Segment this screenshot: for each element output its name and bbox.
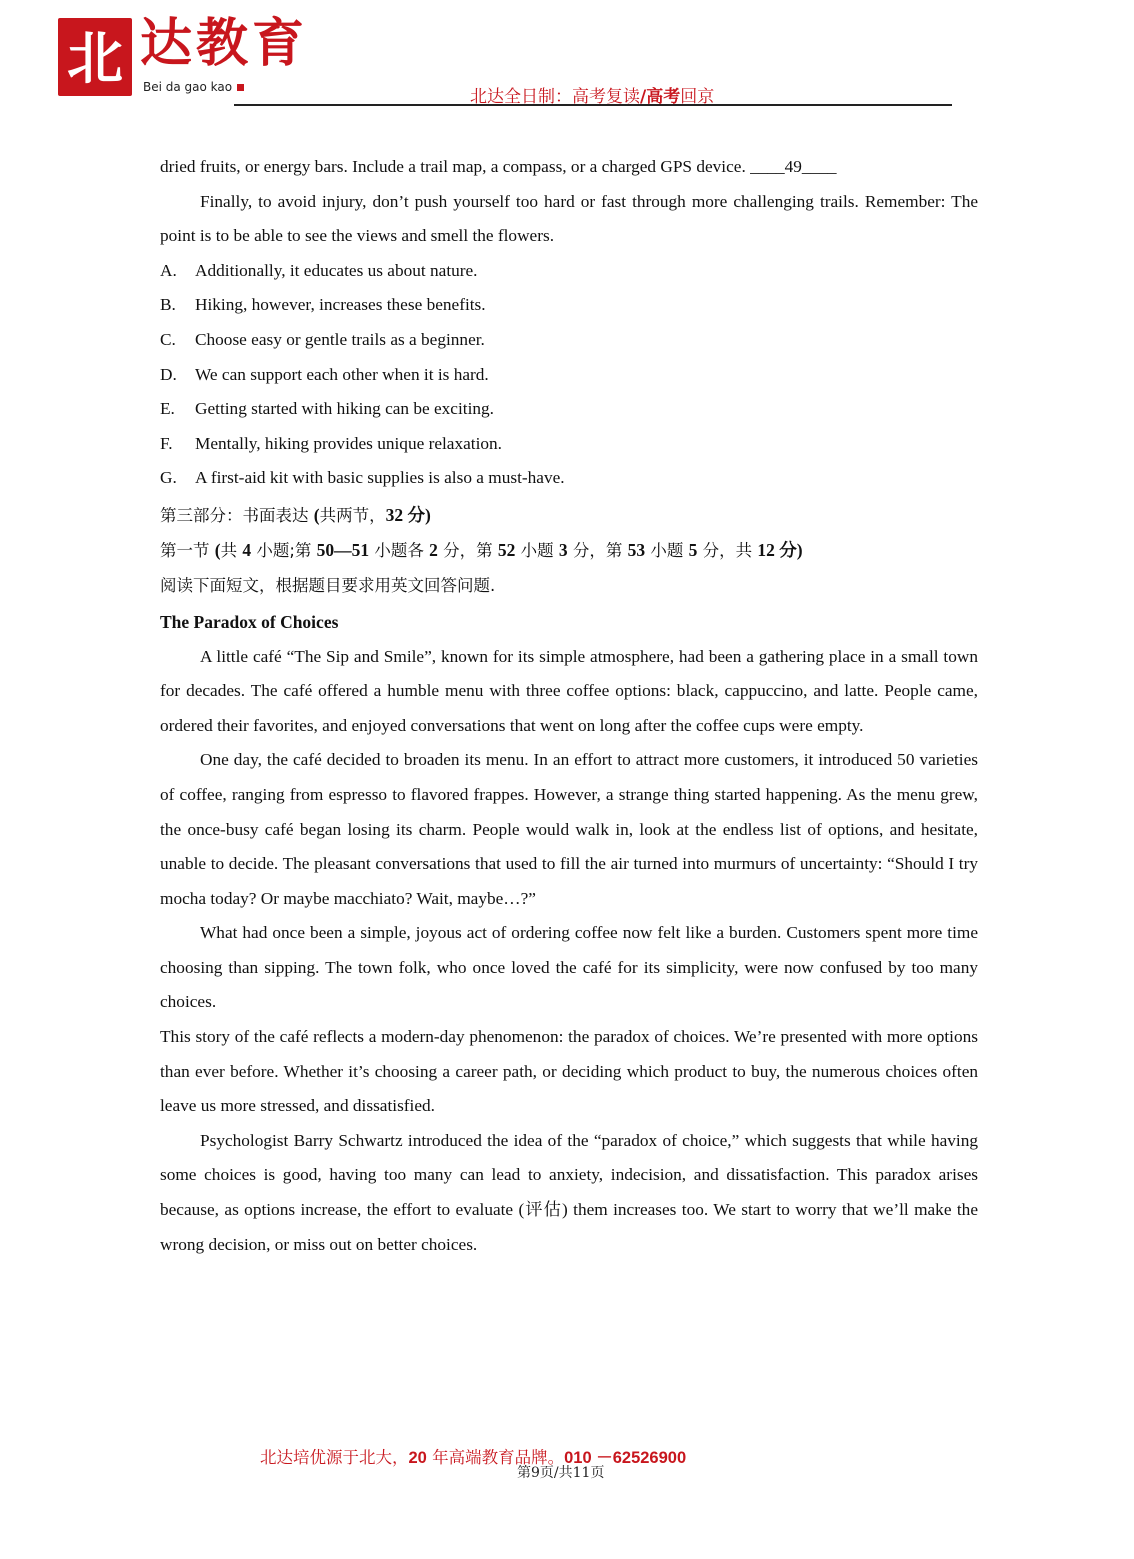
article-paragraph: Psychologist Barry Schwartz introduced the idea of the “paradox of choice,” which suggests that while having some choices is good, having too many can lead to anxiety, indecision, and dissatisfaction. This paradox arises because, as options increase, the effort to evaluate (评估) them increases too. We start to worry that we’ll make the wrong decision, or miss out on better choices.: [160, 1130, 978, 1254]
subsection-text: 小题: [515, 540, 559, 560]
option-text: Getting started with hiking can be exciting.: [195, 399, 494, 419]
option-text: A first-aid kit with basic supplies is also a must-have.: [195, 468, 565, 488]
article-paragraph: One day, the café decided to broaden its menu. In an effort to attract more customers, it introduced 50 varieties of coffee, ranging from espresso to flavored frappes. However, a strange thing started happening. As the menu grew, the once-busy café began losing its charm. People would walk in, look at the endless list of options, and hesitate, unable to decide. The pleasant conversations that used to fill the air turned into murmurs of uncertainty: “Should I try mocha today? Or maybe macchiato? Wait, maybe…?”: [160, 750, 978, 908]
option-item: [160, 288, 978, 323]
option-text: Hiking, however, increases these benefits.: [195, 295, 486, 315]
passage-paragraph: Finally, to avoid injury, don’t push yourself too hard or fast through more challenging trails. Remember: The point is to be able to see the views and smell the flowers.: [160, 191, 978, 246]
option-text: We can support each other when it is hard.: [195, 364, 489, 384]
subsection-text: 分，第: [437, 540, 498, 560]
logo-glyph: 北: [67, 26, 123, 92]
footer-text: 年高端教育品牌。: [426, 1448, 565, 1467]
subsection-num: 52: [497, 539, 516, 560]
page-number: 第9页/共11页: [517, 1465, 605, 1481]
tagline-suffix: 回京: [680, 87, 715, 107]
subsection-heading: [160, 535, 978, 566]
footer-text: 北达培优源于北大，: [260, 1448, 409, 1467]
subsection-num: 53: [627, 539, 646, 560]
subsection-text: 小题;第: [251, 540, 317, 560]
subsection-num: 3: [558, 539, 568, 560]
option-item: [160, 358, 978, 393]
logo-mark: [58, 18, 132, 96]
subsection-num: 分): [774, 539, 803, 560]
logo-brush-icon: [58, 18, 132, 96]
brand-name: 达教育: [140, 13, 309, 74]
footer-phone: 010 －62526900: [564, 1449, 687, 1467]
instruction-text: 阅读下面短文，根据题目要求用英文回答问题.: [160, 575, 496, 595]
section-heading-paren: (: [313, 504, 320, 525]
option-letter: A.: [160, 260, 177, 280]
tagline-bold: /高考: [640, 87, 681, 107]
subsection-text: 分，第: [567, 540, 628, 560]
article-paragraph: A little café “The Sip and Smile”, known for its simple atmosphere, had been a gathering place in a small town for decades. The café offered a humble menu with three coffee options: black, cappuccino, and latte. People came, ordered their favorites, and enjoyed conversations that went on long after the coffee cups were empty.: [160, 646, 978, 735]
option-item: [160, 392, 978, 427]
option-text: Additionally, it educates us about nature.: [195, 260, 478, 280]
option-item: [160, 427, 978, 462]
option-letter: F.: [160, 433, 173, 453]
article-title: The Paradox of Choices: [160, 611, 339, 632]
subsection-text: 共: [220, 540, 243, 560]
section-heading-text: 共两节，: [319, 505, 386, 525]
subsection-num: 12: [757, 539, 775, 560]
subsection-text: 分，共: [697, 540, 758, 560]
subsection-num: 5: [688, 539, 698, 560]
brand-pinyin: [143, 80, 244, 94]
footer-number: 20: [408, 1449, 427, 1467]
article-paragraph: What had once been a simple, joyous act of ordering coffee now felt like a burden. Customers spent more time choosing than sipping. The town folk, who once loved the café for its simplicity, were now confused by too many choices.: [160, 923, 978, 1012]
passage-line-49: dried fruits, or energy bars. Include a trail map, a compass, or a charged GPS device. ____49____: [160, 157, 837, 176]
subsection-num: (: [214, 539, 221, 560]
option-text: Choose easy or gentle trails as a beginner.: [195, 329, 485, 349]
subsection-text: 第一节: [160, 540, 215, 560]
options-list: [160, 254, 978, 496]
tagline-prefix: 北达全日制：高考复读: [470, 87, 640, 107]
subsection-num: 4: [242, 539, 252, 560]
subsection-text: 小题: [645, 540, 689, 560]
brand-dot-icon: [237, 84, 244, 91]
option-letter: B.: [160, 295, 176, 315]
option-letter: G.: [160, 468, 177, 488]
subsection-num: 50—51: [316, 539, 370, 560]
subsection-text: 小题各: [369, 540, 430, 560]
option-letter: E.: [160, 399, 175, 419]
header-divider: [234, 104, 952, 106]
brand-pinyin-text: Bei da gao kao: [143, 80, 233, 94]
article-paragraph: This story of the café reflects a modern-day phenomenon: the paradox of choices. We’re presented with more options than ever before. Whether it’s choosing a career path, or deciding which product to buy, the numerous choices often leave us more stressed, and dissatisfied.: [160, 1027, 978, 1116]
section-heading: [160, 500, 978, 531]
option-text: Mentally, hiking provides unique relaxation.: [195, 433, 502, 453]
section-heading-paren: 分): [403, 504, 431, 525]
footer-slogan: [260, 1444, 686, 1468]
option-letter: D.: [160, 364, 177, 384]
option-letter: C.: [160, 329, 176, 349]
page-content: [160, 150, 978, 1262]
section-heading-text: 第三部分：书面表达: [160, 505, 314, 525]
option-item: [160, 254, 978, 289]
section-heading-score: 32: [385, 504, 404, 525]
subsection-num: 2: [429, 539, 438, 560]
option-item: [160, 461, 978, 496]
option-item: [160, 323, 978, 358]
